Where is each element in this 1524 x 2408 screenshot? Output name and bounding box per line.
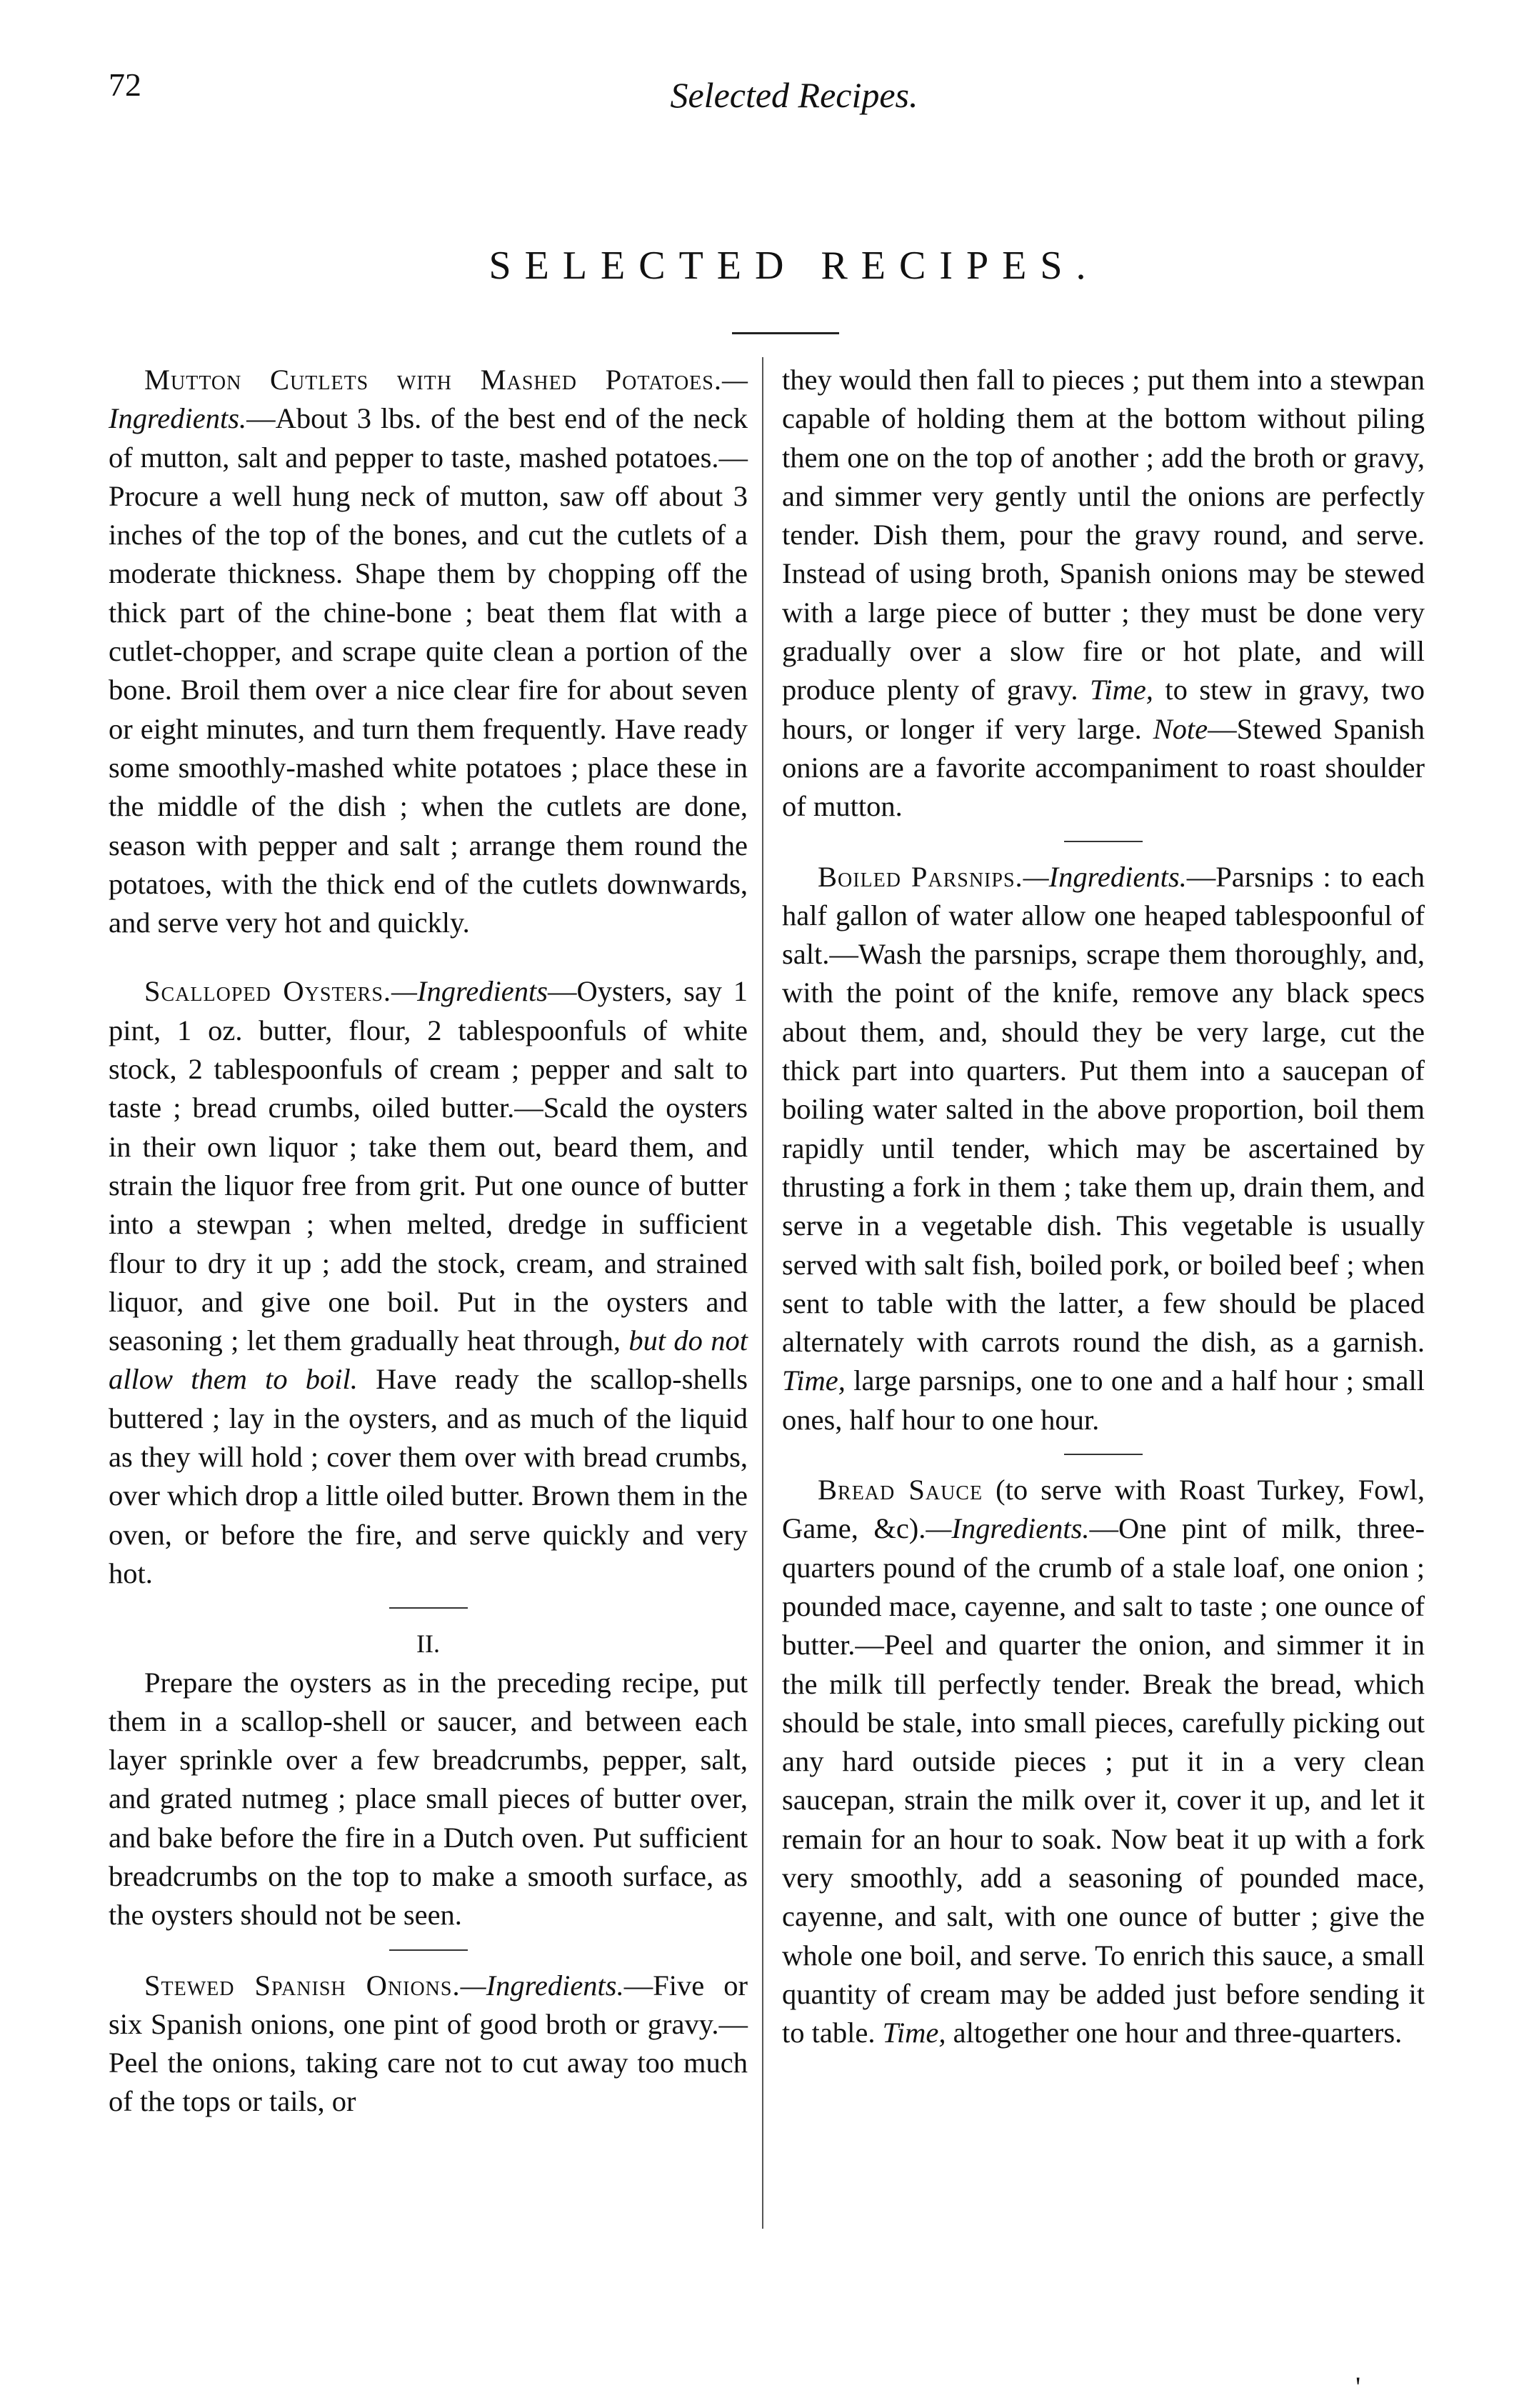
stray-mark: '	[1355, 2371, 1361, 2403]
recipe-heading: Stewed Spanish Onions.	[144, 1969, 461, 2002]
recipe-mutton-cutlets	[109, 361, 748, 942]
recipe-scalloped-oysters	[109, 972, 748, 1593]
separator-rule	[1064, 1454, 1143, 1455]
recipe-heading: Mutton Cutlets with Mashed Potatoes.	[144, 364, 722, 396]
recipe-boiled-parsnips	[782, 858, 1425, 1439]
separator-rule	[389, 1607, 468, 1609]
ingredients-label: —Ingredients.	[109, 364, 748, 435]
recipe-body: —Parsnips : to each half gallon of water allow one heaped tablespoonful of salt.—Wash the parsnips, scrape them thoroughly, and, with the point of the knife, remove any black specs about them, and, should they be very large, cut the thick part into quarters. Put them into a saucepan of boiling water salted in the above proportion, boil them rapidly until tender, which may be ascertained by thrusting a fork in them ; take them up, drain them, and serve in a vegetable dish. This vegetable is usually served with salt fish, boiled pork, or boiled beef ; when sent to table with the latter, a few should be placed alternately with carrots round the dish, as a garnish.	[782, 860, 1425, 1359]
recipe-body: Have ready the scallop-shells buttered ; lay in the oysters, and as much of the liquid as they will hold ; cover them over with bread crumbs, over which drop a little oiled butter. Brown them in the oven, or before the fire, and serve quickly and very hot.	[109, 1363, 748, 1589]
note-label: Note	[1153, 712, 1208, 745]
recipe-heading: Scalloped Oysters.	[144, 975, 392, 1008]
separator-rule	[389, 1949, 468, 1951]
separator-rule	[1064, 841, 1143, 842]
ingredients-label: —Ingredients.	[1023, 860, 1187, 893]
recipe-heading: Boiled Parsnips.	[818, 860, 1023, 893]
recipe-body: large parsnips, one to one and a half hour ; small ones, half hour to one hour.	[782, 1364, 1425, 1436]
recipe-heading: Bread Sauce	[818, 1474, 983, 1507]
right-column	[782, 361, 1425, 2052]
time-label: Time,	[882, 2017, 946, 2049]
recipe-body: —About 3 lbs. of the best end of the neck of mutton, salt and pepper to taste, mashed potatoes.—Procure a well hung neck of mutton, saw off about 3 inches of the top of the bones, and cut the cutlets of a moderate thickness. Shape them by chopping off the thick part of the chine-bone ; beat them flat with a cutlet-chopper, and scrape quite clean a portion of the bone. Broil them over a nice clear fire for about seven or eight minutes, and turn them frequently. Have ready some smoothly-mashed white potatoes ; place these in the middle of the dish ; when the cutlets are done, season with pepper and salt ; arrange them round the potatoes, with the thick end of the cutlets downwards, and serve very hot and quickly.	[109, 402, 748, 939]
running-head: Selected Recipes.	[670, 75, 918, 115]
column-divider	[762, 357, 763, 2229]
left-column	[109, 361, 748, 2122]
recipe-stewed-onions	[109, 1967, 748, 2122]
emphasis-text: but do not allow them to boil.	[109, 1324, 748, 1396]
recipe-body: —Stewed Spanish onions are a favorite accompaniment to roast shoulder of mutton.	[782, 712, 1425, 823]
ingredients-label: —Ingredients.	[926, 1512, 1090, 1545]
time-label: Time,	[1090, 674, 1153, 706]
recipe-body: Prepare the oysters as in the preceding recipe, put them in a scallop-shell or saucer, and between each layer sprinkle over a few breadcrumbs, pepper, salt, and grated nutmeg ; place small pieces of butter over, and bake before the fire in a Dutch oven. Put sufficient breadcrumbs on the top to make a smooth surface, as the oysters should not be seen.	[109, 1666, 748, 1932]
time-label: Time,	[782, 1364, 846, 1397]
recipe-stewed-onions-continued	[782, 361, 1425, 826]
recipe-subtitle: (to serve with Roast Turkey, Fowl, Game, &c).	[782, 1474, 1425, 1545]
recipe-bread-sauce	[782, 1471, 1425, 2052]
title-rule	[732, 332, 839, 334]
recipe-oysters-ii	[109, 1664, 748, 1935]
ingredients-label: —Ingredients.	[460, 1969, 624, 2002]
recipe-body: —Oysters, say 1 pint, 1 oz. butter, flour, 2 tablespoonfuls of white stock, 2 tablespoonfuls of cream ; pepper and salt to taste ; bread crumbs, oiled butter.—Scald the oysters in their own liquor ; take them out, beard them, and strain the liquor free from grit. Put one ounce of butter into a stewpan ; when melted, dredge in sufficient flour to dry it up ; add the stock, cream, and strained liquor, and give one boil. Put in the oysters and seasoning ; let them gradually heat through,	[109, 975, 748, 1357]
recipe-numeral: II.	[416, 1629, 440, 1659]
recipe-body: to stew in gravy, two hours, or longer if very large.	[782, 674, 1425, 745]
recipe-body: they would then fall to pieces ; put them into a stewpan capable of holding them at the bottom without piling them one on the top of another ; add the broth or gravy, and simmer very gently until the onions are perfectly tender. Dish them, pour the gravy round, and serve. Instead of using broth, Spanish onions may be stewed with a large piece of butter ; they must be done very gradually over a slow fire or hot plate, and will produce plenty of gravy.	[782, 364, 1425, 706]
recipe-body: —Five or six Spanish onions, one pint of good broth or gravy.—Peel the onions, taking care not to cut away too much of the tops or tails, or	[109, 1969, 748, 2118]
section-gap	[109, 942, 748, 972]
recipe-body: —One pint of milk, three-quarters pound of the crumb of a stale loaf, one onion ; pounded mace, cayenne, and salt to taste ; one ounce of butter.—Peel and quarter the onion, and simmer it in the milk till perfectly tender. Break the bread, which should be stale, into small pieces, carefully picking out any hard outside pieces ; put it in a very clean saucepan, strain the milk over it, cover it up, and let it remain for an hour to soak. Now beat it up with a fork very smoothly, add a seasoning of pounded mace, cayenne, and salt, with one ounce of butter ; give the whole one boil, and serve. To enrich this sauce, a small quantity of cream may be added just before sending it to table.	[782, 1512, 1425, 2049]
recipe-body: altogether one hour and three-quarters.	[946, 2017, 1403, 2049]
page-title: SELECTED RECIPES.	[488, 244, 1100, 288]
ingredients-label: —Ingredients	[391, 975, 548, 1008]
page-number: 72	[109, 66, 141, 103]
